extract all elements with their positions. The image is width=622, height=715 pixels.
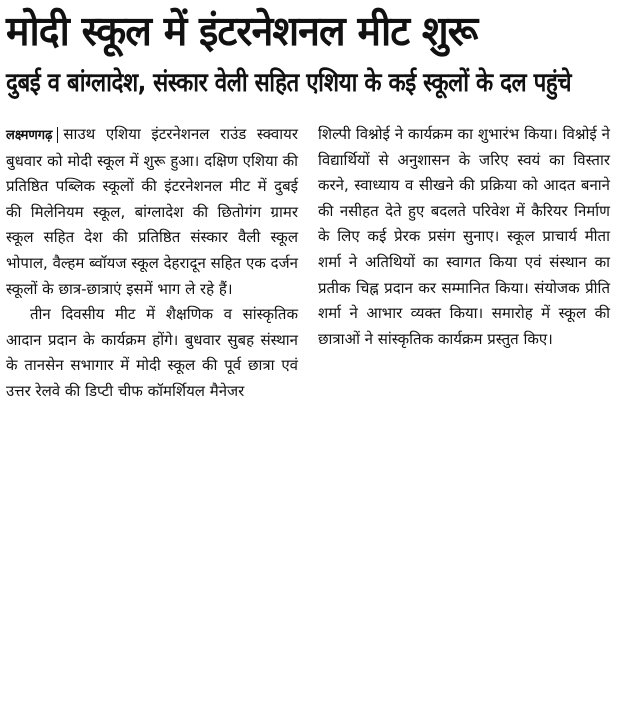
right-column xyxy=(318,122,610,405)
dateline-divider xyxy=(57,127,58,143)
left-column xyxy=(6,122,298,405)
paragraph-2: तीन दिवसीय मीट में शैक्षणिक व सांस्कृतिक आदान प्रदान के कार्यक्रम होंगे। बुधवार सुबह संस्थान के तानसेन सभागार में मोदी स्कूल की पूर्व छात्रा एवं उत्तर रेलवे की डिप्टी चीफ कॉमर्शियल मैनेजर xyxy=(6,305,298,400)
paragraph-3: शिल्पी विश्नोई ने कार्यक्रम का शुभारंभ किया। विश्नोई ने विद्यार्थियों से अनुशासन के जरिए स्वयं का विस्तार करने, स्वाध्याय व सीखने की प्रक्रिया को आदत बनाने की नसीहत देते हुए बदलते परिवेश में कैरियर निर्माण के लिए कई प्रेरक प्रसंग सुनाए। स्कूल प्राचार्य मीता शर्मा ने अतिथियों का स्वागत किया एवं संस्थान का प्रतीक चिह्न प्रदान कर सम्मानित किया। संयोजक प्रीति शर्मा ने आभार व्यक्त किया। समारोह में स्कूल की छात्राओं ने सांस्कृतिक कार्यक्रम प्रस्तुत किए। xyxy=(318,125,610,348)
subheadline: दुबई व बांग्लादेश, संस्कार वेली सहित एशिया के कई स्कूलों के दल पहुंचे xyxy=(6,68,572,98)
dateline: लक्ष्मणगढ़ xyxy=(6,128,53,143)
article-columns xyxy=(6,122,610,405)
paragraph-1 xyxy=(6,122,298,302)
paragraph-1-text: साउथ एशिया इंटरनेशनल राउंड स्क्वायर बुधवार को मोदी स्कूल में शुरू हुआ। दक्षिण एशिया की प्रतिष्ठित पब्लिक स्कूलों की इंटरनेशनल मीट में दुबई की मिलेनियम स्कूल, बांग्लादेश की छितोगंग ग्रामर स्कूल सहित देश की प्रतिष्ठित संस्कार वैली स्कूल भोपाल, वैल्हम ब्वॉयज स्कूल देहरादून सहित एक दर्जन स्कूलों के छात्र-छात्राएं इसमें भाग ले रहे हैं। xyxy=(6,125,298,298)
headline: मोदी स्कूल में इंटरनेशनल मीट शुरू xyxy=(6,7,478,55)
